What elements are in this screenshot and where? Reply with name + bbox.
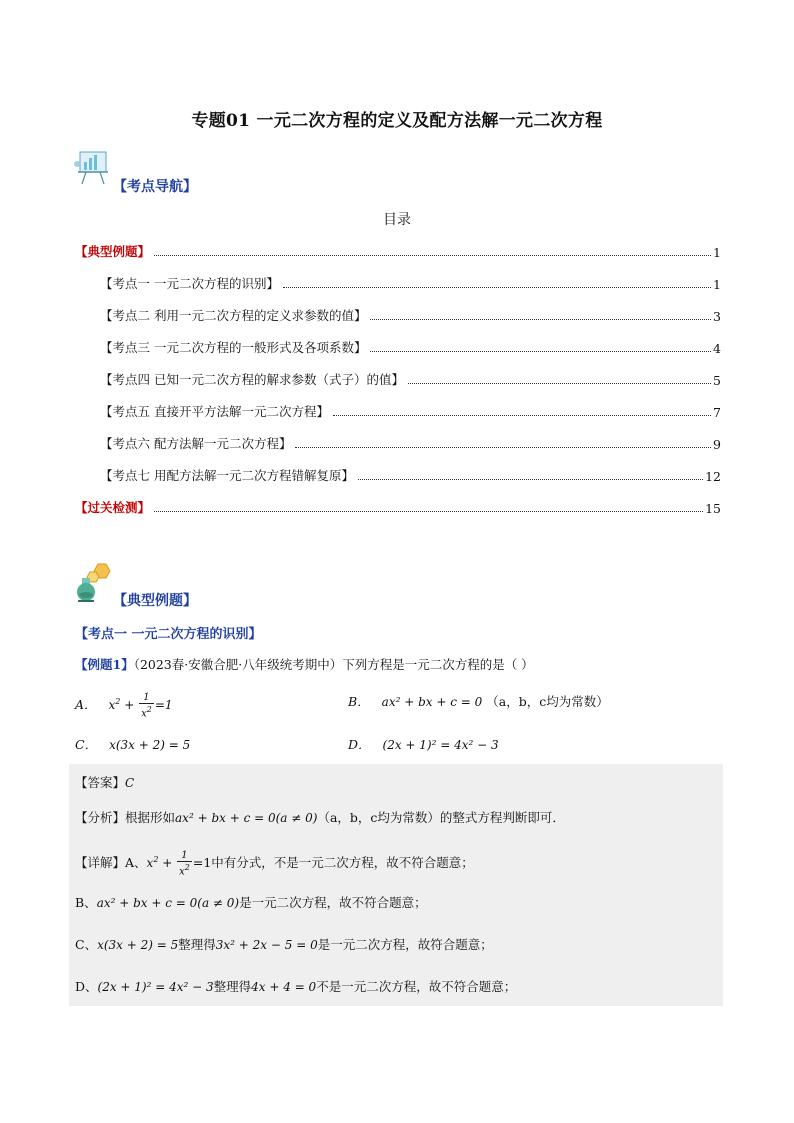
toc-leader [408, 383, 711, 384]
analysis-label: 【分析】 [75, 810, 126, 825]
answer-box [69, 764, 723, 1006]
option-b-expr: ax² + bx + c = 0 [381, 695, 483, 709]
detail-c-expr2: 3x² + 2x − 5 = 0 [215, 938, 318, 952]
toc-entry-label: 【考点二 利用一元二次方程的定义求参数的值】 [100, 308, 367, 323]
option-letter: A． [75, 697, 97, 713]
toc-leader [295, 447, 711, 448]
detail-b-expr: ax² + bx + c = 0(a ≠ 0) [96, 896, 240, 910]
toc-entry-page: 7 [713, 405, 721, 420]
detail-label: 【详解】 [75, 855, 126, 871]
toc-entry-page: 12 [705, 469, 721, 484]
toc-entry-page: 5 [713, 373, 721, 388]
toc-entry-label: 【过关检测】 [75, 500, 151, 515]
toc-entry[interactable] [75, 496, 721, 516]
example-source: （2023春·安徽合肥·八年级统考期中）下列方程是一元二次方程的是（ ） [133, 657, 534, 672]
answer-value: C [125, 776, 135, 790]
toc-entry-label: 【典型例题】 [75, 244, 151, 259]
option-d [348, 735, 499, 753]
option-letter: C． [75, 737, 98, 752]
detail-c-expr1: x(3x + 2) = 5 [97, 938, 179, 952]
toc-entry-page: 1 [713, 245, 721, 260]
detail-d-expr2: 4x + 4 = 0 [251, 980, 317, 994]
detail-a-expr: $x^2$ + $\frac{1}{x^2}$ [146, 850, 190, 878]
option-d-expr: (2x + 1)² = 4x² − 3 [382, 738, 499, 752]
toc-entry-page: 1 [713, 277, 721, 292]
option-a-expr: $x^2$ + $\frac{1}{x^2}$ =1 [108, 692, 173, 720]
answer-line [75, 773, 134, 791]
analysis-line: 【分析】根据形如ax² + bx + c = 0(a ≠ 0)（a，b，c均为常数）的整式方程判断即可． [75, 810, 565, 825]
toc-entry[interactable] [100, 368, 721, 388]
option-c [75, 735, 190, 753]
analysis-expr: ax² + bx + c = 0(a ≠ 0) [175, 811, 318, 825]
toc-title: 目录 [383, 212, 411, 228]
toc-leader [370, 351, 711, 352]
toc-entry-page: 9 [713, 437, 721, 452]
toc-entry[interactable] [100, 432, 721, 452]
option-a [75, 692, 173, 719]
chemistry-flask-icon [72, 562, 114, 602]
detail-c-line: C、x(3x + 2) = 5整理得3x² + 2x − 5 = 0是一元二次方程，故符合题意； [75, 937, 493, 952]
toc-entry[interactable] [100, 304, 721, 324]
toc-leader [283, 287, 711, 288]
toc-leader [333, 415, 711, 416]
example-question [75, 655, 534, 673]
toc-leader [370, 319, 711, 320]
toc-entry[interactable] [75, 240, 721, 260]
detail-a-line: 【详解】A、$x^2$ + $\frac{1}{x^2}$ =1中有分式，不是一元二次方程，故不符合题意； [75, 850, 474, 878]
detail-b-line: B、ax² + bx + c = 0(a ≠ 0)是一元二次方程，故不符合题意； [75, 895, 427, 910]
toc-entry-page: 3 [713, 309, 721, 324]
toc-entry[interactable] [100, 400, 721, 420]
option-letter: B． [348, 694, 370, 709]
option-letter: D． [348, 737, 371, 752]
toc-entry-label: 【考点六 配方法解一元二次方程】 [100, 436, 292, 451]
toc-entry-page: 15 [705, 501, 721, 516]
toc-entry-page: 4 [713, 341, 721, 356]
toc-entry-label: 【考点四 已知一元二次方程的解求参数（式子）的值】 [100, 372, 404, 387]
toc-leader [154, 511, 703, 512]
fraction: $\frac{1}{x^2}$ [141, 692, 152, 720]
toc-entry-label: 【考点三 一元二次方程的一般形式及各项系数】 [100, 340, 367, 355]
toc-leader [358, 479, 703, 480]
example-tag: 【例题1】 [75, 657, 134, 672]
toc-leader [154, 255, 711, 256]
toc-entry-label: 【考点七 用配方法解一元二次方程错解复原】 [100, 468, 354, 483]
option-b [348, 692, 609, 710]
presentation-board-icon [74, 150, 114, 186]
section-heading: 【典型例题】 [113, 593, 197, 609]
toc-entry-label: 【考点五 直接开平方法解一元二次方程】 [100, 404, 329, 419]
toc-entry[interactable] [100, 272, 721, 292]
answer-label: 【答案】 [75, 775, 126, 790]
kaodian-heading: 【考点一 一元二次方程的识别】 [75, 627, 262, 642]
toc-entry[interactable] [100, 336, 721, 356]
detail-d-expr1: (2x + 1)² = 4x² − 3 [97, 980, 214, 994]
detail-d-line: D、(2x + 1)² = 4x² − 3整理得4x + 4 = 0不是一元二次方程，故不符合题意； [75, 979, 517, 994]
option-b-note: （a，b，c均为常数） [486, 694, 609, 709]
nav-heading: 【考点导航】 [113, 179, 197, 195]
toc-entry-label: 【考点一 一元二次方程的识别】 [100, 276, 279, 291]
option-c-expr: x(3x + 2) = 5 [109, 738, 191, 752]
toc-entry[interactable] [100, 464, 721, 484]
page-title: 专题01 一元二次方程的定义及配方法解一元二次方程 [191, 111, 603, 131]
